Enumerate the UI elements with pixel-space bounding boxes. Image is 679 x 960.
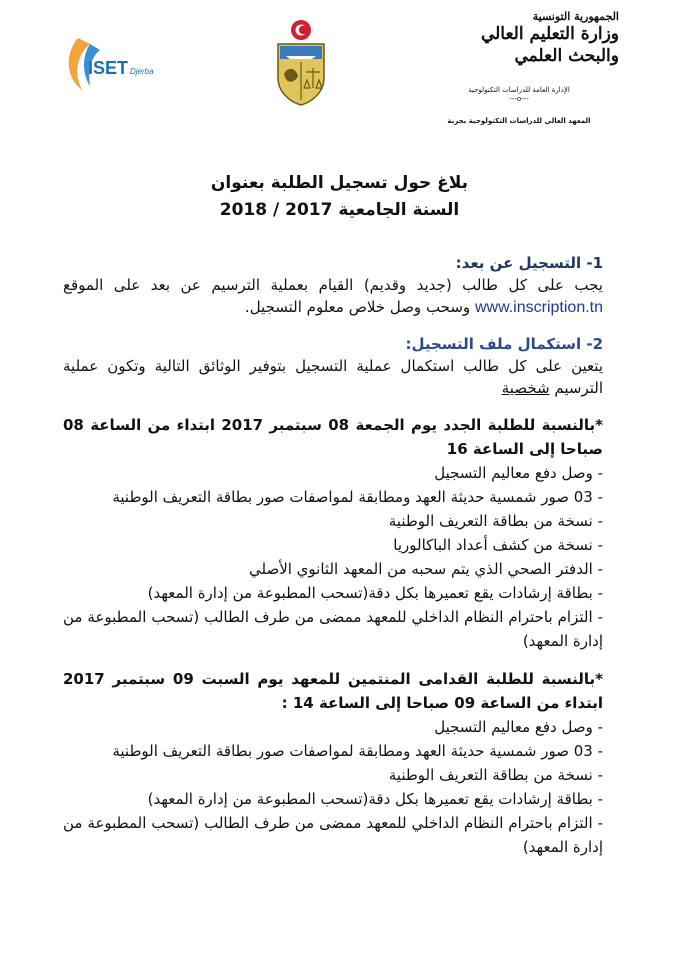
tunisia-coat-of-arms — [272, 18, 330, 106]
ministry-name-line1: وزارة التعليم العالي — [480, 24, 619, 44]
iset-logo-text: ISET — [88, 58, 129, 78]
list-item: - نسخة من كشف أعداد الباكالوريا — [393, 536, 603, 554]
emblem-crescent — [299, 26, 307, 34]
old-students-list — [63, 715, 603, 859]
list-item: - وصل دفع معاليم التسجيل — [434, 718, 603, 736]
list-item: - التزام باحترام النظام الداخلي للمعهد ممضى من طرف الطالب (تسحب المطبوعة من إدارة المعهد) — [63, 608, 603, 650]
section1-text-b: وسحب وصل خلاص معلوم التسجيل. — [244, 298, 471, 316]
title-line-1: بلاغ حول تسجيل الطلبة بعنوان — [210, 173, 469, 193]
emblem-ship — [286, 56, 316, 59]
section1-text-a: يجب على كل طالب (جديد وقديم) القيام بعملية الترسيم عن بعد على الموقع — [63, 276, 603, 294]
list-item: - بطاقة إرشادات يقع تعميرها بكل دقة(تسحب المطبوعة من إدارة المعهد) — [147, 584, 603, 602]
inscription-link[interactable]: www.inscription.tn — [474, 299, 603, 316]
section2-text-main: يتعين على كل طالب استكمال عملية التسجيل بتوفير الوثائق التالية وتكون عملية الترسيم — [63, 357, 603, 397]
list-item: - نسخة من بطاقة التعريف الوطنية — [388, 512, 603, 530]
new-students-heading: *بالنسبة للطلبة الجدد يوم الجمعة 08 سبتمبر 2017 ابتداء من الساعة 08 صباحا إلى الساعة 16 — [63, 416, 603, 458]
list-item: - الدفتر الصحي الذي يتم سحبه من المعهد الثانوي الأصلي — [248, 560, 603, 578]
ministry-name-line2: والبحث العلمي — [514, 46, 619, 66]
title-line-2: السنة الجامعية 2017 / 2018 — [219, 200, 460, 220]
list-item: - 03 صور شمسية حديثة العهد ومطابقة لمواصفات صور بطاقة التعريف الوطنية — [112, 742, 603, 760]
iset-logo — [60, 30, 160, 100]
list-item: - التزام باحترام النظام الداخلي للمعهد ممضى من طرف الطالب (تسحب المطبوعة من إدارة المعهد) — [63, 814, 603, 856]
document-title — [0, 170, 679, 224]
section1-title: 1- التسجيل عن بعد: — [455, 254, 603, 272]
section2-text — [63, 355, 603, 399]
document-body — [63, 252, 603, 859]
ministry-header — [419, 10, 619, 125]
list-item: - بطاقة إرشادات يقع تعميرها بكل دقة(تسحب المطبوعة من إدارة المعهد) — [147, 790, 603, 808]
section2-title: 2- استكمال ملف التسجيل: — [405, 335, 603, 353]
republic-label: الجمهورية التونسية — [532, 10, 619, 23]
old-students-heading: *بالنسبة للطلبة القدامى المنتمين للمعهد يوم السبت 09 سبتمبر 2017 ابتداء من الساعة 09 صباحا إلى الساعة 14 : — [63, 670, 604, 712]
iset-logo-subtext: Djerba — [130, 67, 154, 76]
header-separator: ---o--- — [509, 95, 529, 103]
new-students-list — [63, 461, 603, 653]
directorate-label: الإدارة العامة للدراسات التكنولوجية — [468, 86, 570, 94]
section2-text-underlined: شخصية — [501, 379, 550, 397]
institute-label: المعهد العالي للدراسات التكنولوجية بجربة — [447, 117, 591, 125]
section1-text — [63, 274, 603, 319]
list-item: - نسخة من بطاقة التعريف الوطنية — [388, 766, 603, 784]
letterhead — [0, 0, 679, 150]
list-item: - وصل دفع معاليم التسجيل — [434, 464, 603, 482]
list-item: - 03 صور شمسية حديثة العهد ومطابقة لمواصفات صور بطاقة التعريف الوطنية — [112, 488, 603, 506]
